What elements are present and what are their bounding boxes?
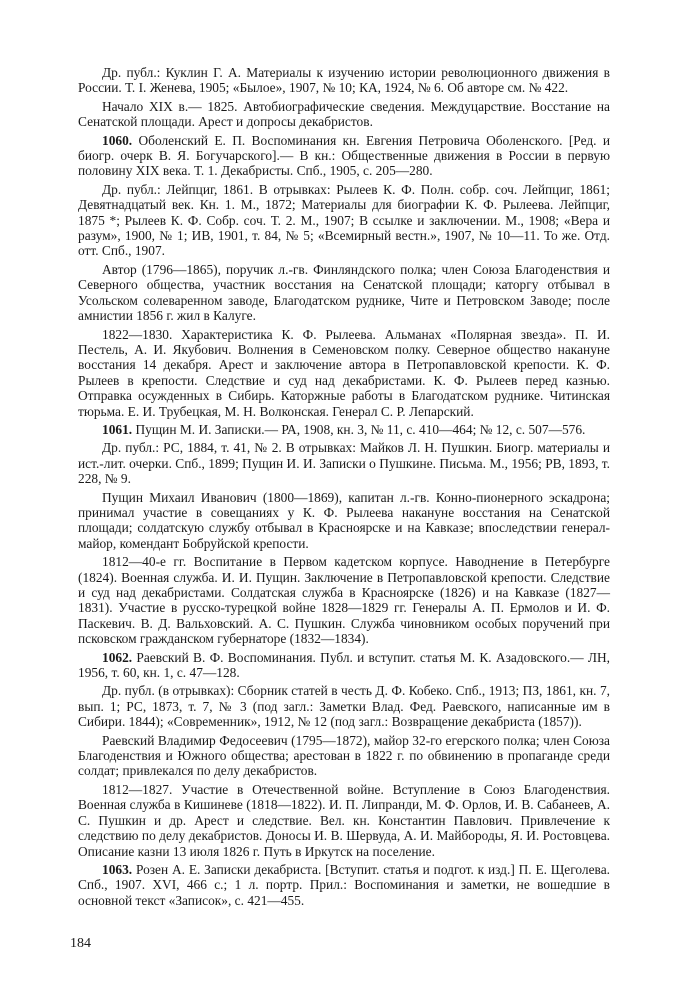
- entry-paragraph: [78, 782, 610, 859]
- entry-paragraph: [78, 733, 610, 779]
- entry-paragraph: [78, 262, 610, 324]
- paragraph-text: Раевский Владимир Федосеевич (1795—1872), майор 32-го егерского полка; член Союза Благоденствия и Южного общества; арестован в 1822 г. по обвинению в пропаганде среди солдат; привлекался по делу декабристов.: [78, 732, 610, 779]
- paragraph-text: Пущин М. И. Записки.— РА, 1908, кн. 3, № 11, с. 410—464; № 12, с. 507—576.: [132, 421, 586, 437]
- bibliography-entry: [78, 133, 610, 179]
- paragraph-text: Др. публ.: РС, 1884, т. 41, № 2. В отрывках: Майков Л. Н. Пушкин. Биогр. материалы и ист.-лит. очерки. Спб., 1899; Пущин И. И. Записки о Пушкине. Письма. М., 1956; РВ, 1893, т. 228, № 9.: [78, 440, 610, 487]
- entry-paragraph: [78, 490, 610, 552]
- entry-paragraph: [78, 327, 610, 419]
- entry-number: 1060.: [102, 132, 133, 148]
- paragraph-text: Пущин Михаил Иванович (1800—1869), капитан л.-гв. Конно-пионерного эскадрона; принимал участие в совещаниях у К. Ф. Рылеева накануне восстания на Сенатской площади; солдатскую службу отбывал в Красноярске и на Кавказе; впоследствии генерал-майор, комендант Бобруйской крепости.: [78, 489, 610, 551]
- entry-number: 1062.: [102, 649, 133, 665]
- entry-number: 1061.: [102, 421, 133, 437]
- paragraph-text: Оболенский Е. П. Воспоминания кн. Евгения Петровича Оболенского. [Ред. и биогр. очерк В. Я. Богучарского].— В кн.: Общественные движения в России в первую половину XIX века. Т. 1. Декабристы. Спб., 1905, с. 205—280.: [78, 132, 610, 179]
- entry-paragraph: [78, 99, 610, 130]
- paragraph-text: Др. публ. (в отрывках): Сборник статей в честь Д. Ф. Кобеко. Спб., 1913; ПЗ, 1861, кн. 7, вып. 1; РС, 1873, т. 7, № 3 (под загл.: Заметки Влад. Фед. Раевского, написанные им в Сибири. 1844); «Современник», 1912, № 12 (под загл.: Возвращение декабриста (1857)).: [78, 683, 610, 730]
- bibliography-entry: [78, 862, 610, 908]
- paragraph-text: Раевский В. Ф. Воспоминания. Публ. и вступит. статья М. К. Азадовского.— ЛН, 1956, т. 60, кн. 1, с. 47—128.: [78, 649, 610, 681]
- paragraph-text: 1812—40-е гг. Воспитание в Первом кадетском корпусе. Наводнение в Петербурге (1824). Военная служба. И. И. Пущин. Заключение в Петропавловской крепости. Следствие и суд над декабристами. Солдатская служба в Красноярске (1826) и на Кавказе (1827—1831). Участие в русско-турецкой войне 1828—1829 гг. Генералы А. П. Ермолов и И. Ф. Паскевич. В. Д. Вальховский. А. С. Пушкин. Служба чиновником особых поручений при псковском гражданском губернаторе (1832—1834).: [78, 554, 610, 647]
- bibliography-entry: [78, 650, 610, 681]
- entry-paragraph: [78, 65, 610, 96]
- bibliography-entry: [78, 422, 610, 437]
- paragraph-text: 1822—1830. Характеристика К. Ф. Рылеева. Альманах «Полярная звезда». П. И. Пестель, А. И. Якубович. Волнения в Семеновском полку. Северное общество накануне восстания 14 декабря. Арест и заключение автора в Петропавловской крепости. К. Ф. Рылеев в крепости. Следствие и суд над декабристами. К. Ф. Рылеев перед казнью. Отправка осужденных в Сибирь. Каторжные работы в Благодатском руднике. Читинская тюрьма. Е. И. Трубецкая, М. Н. Волконская. Генерал С. Р. Лепарский.: [78, 326, 610, 419]
- entry-paragraph: [78, 683, 610, 729]
- paragraph-text: Розен А. Е. Записки декабриста. [Вступит. статья и подгот. к изд.] П. Е. Щеголева. Спб., 1907. XVI, 466 с.; 1 л. портр. Прил.: Воспоминания и заметки, не вошедшие в основной текст «Записок», с. 421—455.: [78, 861, 610, 908]
- paragraph-text: 1812—1827. Участие в Отечественной войне. Вступление в Союз Благоденствия. Военная служба в Кишиневе (1818—1822). И. П. Липранди, М. Ф. Орлов, И. В. Сабанеев, А. С. Пушкин и др. Арест и следствие. Вел. кн. Константин Павлович. Привлечение к следствию по делу декабристов. Доносы И. В. Шервуда, А. И. Майбороды, Я. И. Ростовцева. Описание казни 13 июля 1826 г. Путь в Иркутск на поселение.: [78, 781, 610, 859]
- page-body: [78, 62, 610, 908]
- entry-paragraph: [78, 554, 610, 646]
- entry-paragraph: [78, 182, 610, 259]
- paragraph-text: Др. публ.: Куклин Г. А. Материалы к изучению истории революционного движения в России. Т. I. Женева, 1905; «Былое», 1907, № 10; КА, 1924, № 6. Об авторе см. № 422.: [78, 65, 610, 96]
- page-number: 184: [70, 936, 91, 951]
- entry-paragraph: [78, 440, 610, 486]
- paragraph-text: Др. публ.: Лейпциг, 1861. В отрывках: Рылеев К. Ф. Полн. собр. соч. Лейпциг, 1861; Девятнадцатый век. Кн. 1. М., 1872; Материалы для биографии К. Ф. Рылеева. Лейпциг, 1875 *; Рылеев К. Ф. Собр. соч. Т. 2. М., 1907; В ссылке и заключении. М., 1908; «Вера и разум», 1900, № 1; ИВ, 1901, т. 84, № 5; «Всемирный вестн.», 1907, № 10—11. То же. Отд. отт. Спб., 1907.: [78, 181, 610, 259]
- entry-number: 1063.: [102, 861, 133, 877]
- paragraph-text: Начало XIX в.— 1825. Автобиографические сведения. Междуцарствие. Восстание на Сенатской площади. Арест и допросы декабристов.: [78, 98, 610, 130]
- paragraph-text: Автор (1796—1865), поручик л.-гв. Финляндского полка; член Союза Благоденствия и Северного общества, участник восстания на Сенатской площади; каторгу отбывал в Усольском солеваренном заводе, Благодатском руднике, Чите и Петровском Заводе; после амнистии 1856 г. жил в Калуге.: [78, 261, 610, 324]
